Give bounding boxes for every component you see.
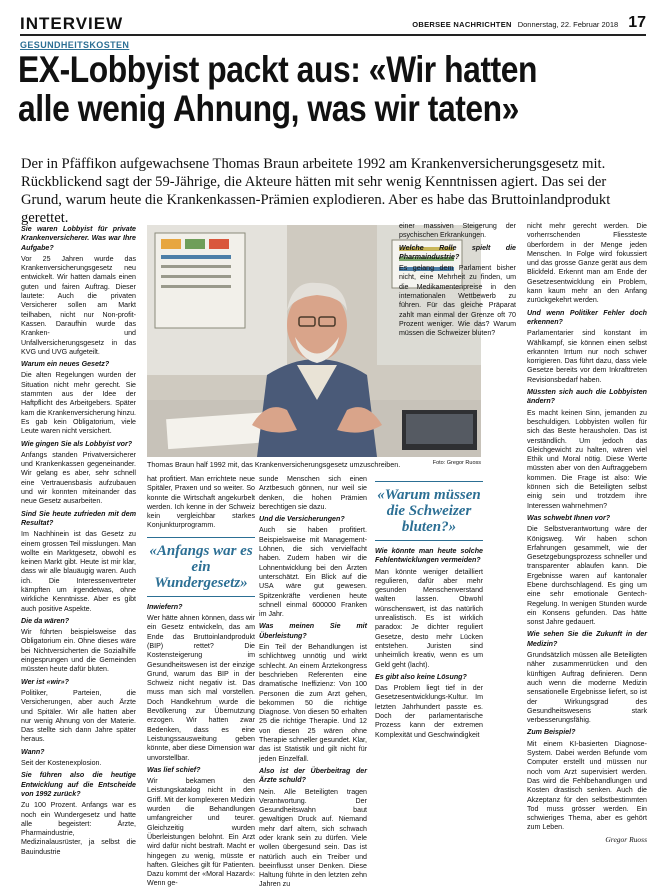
headline-line-2: alle wenig Ahnung, was wir taten» <box>18 88 519 129</box>
answer: Es macht keinen Sinn, jemanden zu beschuldigen. Lobbyisten wollen für sich das Beste herausholen. Das ist verständlich. Um jedoch das Gleichgewicht zu halten, wären viel Ethik und Moral nötig. Diese Werte müssten aber von den Auftraggebern kommen. Die Frage ist also: Wie können sich die Beteiligten selbst einig sein und trotzdem ihre Interessen wahrnehmen? <box>527 408 647 510</box>
headline-line-1: EX-Lobbyist packt aus: «Wir hatten <box>18 49 538 90</box>
text-column-4-top <box>399 222 516 460</box>
question: Und wenn Politiker Fehler doch erkennen? <box>527 308 647 326</box>
answer: Wir führten beispielsweise das Obligatorium ein. Ohne dieses wäre bei Nichtversicherten die Sozialhilfe eingesprungen und die Gemeinden müssten heute dafür bluten. <box>21 628 136 674</box>
answer: Parlamentarier sind konstant im Wählkampf, sie können einen selbst erkannten Irrtum nur noch schwer korrigieren. Das führt dazu, dass viele Gesetze bereits vor dem Inkrafttreten Revisionsbedarf haben. <box>527 329 647 384</box>
answer: einer massiven Steigerung der psychischen Erkrankungen. <box>399 222 516 240</box>
answer: sunde Menschen sich einen Arztbesuch gönnen, nur weil sie denken, die hohen Prämien berechtigen sie dazu. <box>259 475 367 511</box>
photo-credit: Foto: Gregor Ruoss <box>432 460 481 466</box>
answer: Vor 25 Jahren wurde das Krankenversicherungsgesetz neu entwickelt. Wir hatten damals einen guten und fairen Auftrag. Dieser lautete: Auch die privaten Versicherer sollen am Markt teilhaben, nicht nur Non-profit-Kassen. Daraufhin wurde das Kranken- und Unfallversicherungsgesetz in das KVG und UVG aufgeteilt. <box>21 254 136 356</box>
answer: Grundsätzlich müssen alle Beteiligten näher zusammenrücken und den künftigen Auftrag definieren. Denn auch wenn die moderne Medizin sensationelle Ergebnisse liefert, so ist der Wirkungsgrad des Gesundheitswesens stark verbesserungsfähig. <box>527 651 647 725</box>
answer: Die Selbstverantwortung wäre der Königsweg. Wir haben schon Erfahrungen gesammelt, wie der Gesetzgebungsprozess schneller und transparenter ablaufen kann. Die Ergebnisse waren auf kantonaler Ebene durchschlagend. Es ging um eine sehr emotionale Gentech-Regelung. In wenigen Stunden wurde ein Konsens gefunden. Das hätte sonst Jahre gedauert. <box>527 525 647 627</box>
question: Die da wären? <box>21 616 70 625</box>
question: Was lief schief? <box>147 765 201 774</box>
question: Wie gingen Sie als Lobbyist vor? <box>21 439 133 448</box>
text-column-5 <box>527 222 647 868</box>
answer: Zu 100 Prozent. Anfangs war es noch ein Wundergesetz und hatte alle begeistert: Ärzte, Pharmaindustrie, Medizinalausrüster, ja selbst die Bauindustrie <box>21 801 136 856</box>
pull-quote: «Anfangs war es ein Wundergesetz» <box>147 537 255 597</box>
author-byline: Gregor Ruoss <box>605 834 647 844</box>
question: Warum ein neues Gesetz? <box>21 360 110 369</box>
section-label: INTERVIEW <box>20 14 124 33</box>
question: Welche Rolle spielt die Pharmaindustrie? <box>399 243 516 261</box>
headline <box>18 50 560 128</box>
question: Sie führen also die heutige Entwicklung auf die Entscheide von 1992 zurück? <box>21 771 136 798</box>
lead-paragraph: Der in Pfäffikon aufgewachsene Thomas Braun arbeitete 1992 am Krankenversicherungsgesetz mit. Rückblickend sagt der 59-Jährige, die Akteure hätten mit sehr wenig Kenntnissen agiert. Das sei der Grund, warum heute die Krankenkassen-Prämien explodieren. Aber es habe das Bruttoinlandprodukt gerettet. <box>21 156 611 226</box>
answer: Man könnte weniger detailliert regulieren, dafür aber mehr gesunden Menschenverstand walten lassen. Obwohl wünschenswert, ist das natürlich unrealistisch. Es ist wirklich paradox: Je dichter reguliert Gesetze, desto mehr Lücken entstehen. Juristen sind unheimlich kreativ, wenn es um Geld geht (lacht). <box>375 567 483 669</box>
answer: Nein. Alle Beteiligten tragen Verantwortung. Der Gesundheitswahn baut gewaltigen Druck auf. Niemand mehr darf altern, sich schwach oder krank sein zu dürfen. Viele wollen übergesund sein. Das ist natürlich auch ein Treiber und beeinflusst unser Denken. Diese Haltung führte in den letzten zehn Jahren zu <box>259 787 367 889</box>
question: Wie könnte man heute solche Fehlentwicklungen vermeiden? <box>375 547 483 565</box>
publication-name: OBERSEE NACHRICHTEN <box>412 20 512 29</box>
answer: Anfangs standen Privatversicherer und Krankenkassen gegeneinander. Wir gelang es aber, sehr schnell eine Vertrauensbasis aufzubauen und wir konnten miteinander das neue Gesetz ausarbeiten. <box>21 450 136 506</box>
question: Wann? <box>21 747 45 756</box>
page-number: 17 <box>628 14 646 31</box>
header-meta <box>412 14 646 32</box>
topic-kicker: GESUNDHEITSKOSTEN <box>20 40 130 50</box>
answer: Im Nachhinein ist das Gesetz zu einem grossen Teil misslungen. Man wollte ein Marktgesetz, obwohl es keinen Markt gibt. Heute ist mir klar, dass wir alle blauäugig waren. Auch ich. Die Interessenvertreter kämpften um irgendetwas, ohne wirkliche Kenntnisse. Aber es gibt auch positive Aspekte. <box>21 530 136 613</box>
answer: Mit einem KI-basierten Diagnose-System. Dabei werden Befunde vom Computer erstellt und müssen nur noch vom Arzt supervisiert werden. Das wird die Fehlbehandlungen und Kosten drastisch senken. Auch die Akzeptanz für den selbstbestimmten Tod muss grösser werden. Ein schwieriges Thema, aber es gehört zum Leben. <box>527 739 647 832</box>
question: Wie sehen Sie die Zukunft in der Medizin? <box>527 630 647 648</box>
answer: Es gelang dem Parlament bisher nicht, eine Mehrheit zu finden, um die Medikamentenpreise in den internationalen Wettbewerb zu führen. Für das gleiche Präparat zahlt man einmal der Grenze oft 70 Prozent weniger. Wie das? Warum müssen die Schweizer bluten? <box>399 264 516 338</box>
text-column-3 <box>259 475 367 889</box>
photo-caption <box>147 460 481 469</box>
question: Inwiefern? <box>147 602 183 611</box>
question: Zum Beispiel? <box>527 728 576 737</box>
question: Und die Versicherungen? <box>259 515 345 524</box>
answer: Wir bekamen den Leistungskatalog nicht in den Griff. Mit der komplexeren Medizin wurden die Behandlungen umfangreicher und teurer. Gleichzeitig wurden Überleistungen belohnt. Ein Arzt wird dafür nicht bestraft. Macht er hingegen zu wenig, müsste er haften. Gleiches gilt für Patienten. Dazu kommt der «Moral Hazard»: Wenn ge- <box>147 777 255 888</box>
answer: Ein Teil der Behandlungen ist schlichtweg unnötig und wirkt schlecht. An einem Ärztekongress beschrieben Referenten eine dramatische Ineffizienz: Von 100 Personen die zum Arzt gehen, bekommen 50 die richtige Diagnose. Von diesen 50 erhalten 25 die richtige Therapie. Und 12 von diesen 25 wären ohne Therapie schneller gesundet. Klar, das ist Statistik und gilt nicht für jeden Einzelfall. <box>259 643 367 763</box>
page-header <box>20 14 646 36</box>
question: Wer ist «wir»? <box>21 677 69 686</box>
answer: Auch sie haben profitiert. Beispielsweise mit Management-Löhnen, die sich vervielfacht haben. Zudem haben wir die Lohnentwicklung bei den Ärzten unterschätzt. Ein Blick auf die USA wäre gut gewesen. Spitzenkräfte verdienen heute schnell einmal 600000 Franken im Jahr. <box>259 526 367 619</box>
answer: Politiker, Parteien, die Versicherungen, aber auch Ärzte und Spitäler. Wir alle hatten aber nur wenig Ahnung von der Materie. Das stellte sich dann Jahre später heraus. <box>21 688 136 744</box>
question: Sind Sie heute zufrieden mit dem Resultat? <box>21 509 136 527</box>
text-column-2 <box>147 475 255 888</box>
pull-quote: «Warum müssen die Schweizer bluten?» <box>375 481 483 541</box>
question: Sie waren Lobbyist für private Krankenversicherer. Was war Ihre Aufgabe? <box>21 225 136 252</box>
answer: Wer hätte ahnen können, dass wir ein Gesetz entwickeln, das am Ende das Bruttoinlandprodukt (BIP) rettet? Die Kostensteigerung im Gesundheitswesen ist der einzige Grund, warum das BIP in der Schweiz nicht negativ ist. Das muss man sich mal vorstellen. Doch Handkehrum wurde die Bevölkerung zur Übernutzung erzogen. Wir hatten zwar Bedenken, dass es eine Leistungssausweitung geben könnte, aber diese Dimension war unvorstellbar. <box>147 614 255 762</box>
question: Was meinen Sie mit Überleistung? <box>259 622 367 640</box>
answer: Das Problem liegt tief in der Gesetzesentwicklungs-Kultur. Im letzten Jahrhundert passte es. Doch der parlamentarische Prozess kann der extremen Komplexität und Geschwindigkeit <box>375 684 483 739</box>
text-column-1 <box>21 222 136 868</box>
question: Müssten sich auch die Lobbyisten ändern? <box>527 388 647 406</box>
answer: Die alten Regelungen wurden der Situation nicht mehr gerecht. Sie stammten aus der Idee der Haftpflicht des Arbeitgebers. Später kam die Krankenversicherung hinzu. Es gab kein Obligatorium, viele Leute waren nicht versichert. <box>21 371 136 436</box>
question: Es gibt also keine Lösung? <box>375 672 467 681</box>
issue-date: Donnerstag, 22. Februar 2018 <box>517 20 619 29</box>
answer: hat profitiert. Man errichtete neue Spitäler, Praxen und so weiter. So konnte die Wirtschaft angekurbelt werden. Ich kenne in der Schweiz kein vergleichbar starkes Konjunkturprogramm. <box>147 475 255 530</box>
question: Also ist der Überbeitrag der Ärzte schuld? <box>259 766 367 785</box>
question: Was schwebt Ihnen vor? <box>527 513 611 522</box>
text-column-4 <box>375 475 483 868</box>
answer: Seit der Kostenexplosion. <box>21 759 102 768</box>
answer: nicht mehr gerecht werden. Die vorherrschenden Fliessteste überfordern in der Menge jeden Menschen. In Folge wird fokussiert und das grosse Ganze gerät aus dem Blickfeld. Erkennt man am Ende der Gesetzesentwicklung ein Problem, kann kaum mehr an den Anfang zurückgekehrt werden. <box>527 222 647 305</box>
caption-text: Thomas Braun half 1992 mit, das Krankenversicherungsgesetz umzuschreiben. <box>147 460 401 469</box>
